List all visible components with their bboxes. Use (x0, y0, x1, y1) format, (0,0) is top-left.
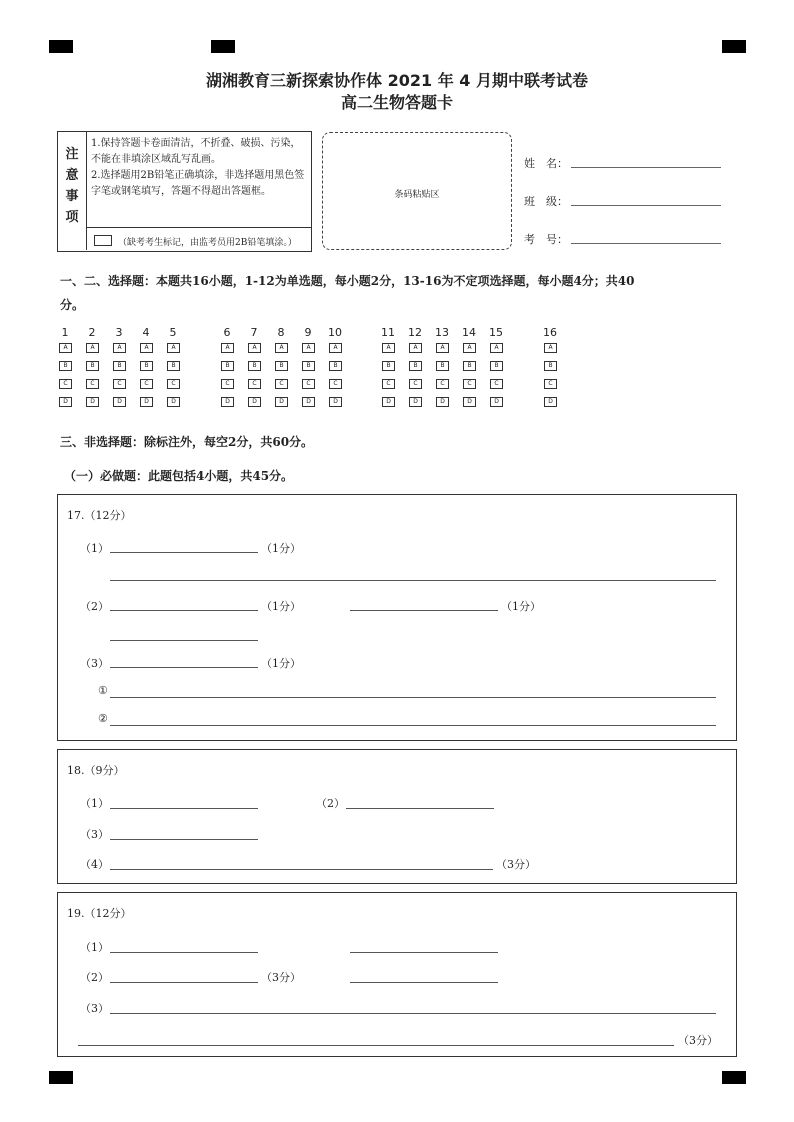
answer-bubble-q9-c[interactable]: C (302, 379, 315, 389)
q17-part2-blank[interactable] (110, 610, 258, 611)
answer-bubble-q10-a[interactable]: A (329, 343, 342, 353)
answer-bubble-q16-d[interactable]: D (544, 397, 557, 407)
q19-box (57, 892, 737, 1057)
missing-exam-label: （缺考考生标记，由监考员用2B铅笔填涂。） (118, 238, 297, 248)
name-label: 姓 名： (524, 157, 568, 170)
question-number: 16 (543, 326, 557, 339)
answer-bubble-q3-a[interactable]: A (113, 343, 126, 353)
name-line[interactable] (571, 167, 721, 168)
card-title: 高二生物答题卡 (340, 93, 453, 112)
q17-part1-blank[interactable] (110, 552, 258, 553)
q17-circle2: ② (98, 712, 108, 725)
question-number: 6 (223, 326, 231, 339)
q17-part1-points: （1分） (261, 542, 301, 555)
q17-title: 17.（12分） (67, 509, 132, 522)
question-number: 2 (88, 326, 96, 339)
q18-part2-blank[interactable] (346, 808, 494, 809)
answer-bubble-q7-b[interactable]: B (248, 361, 261, 371)
answer-bubble-q2-d[interactable]: D (86, 397, 99, 407)
class-label: 班 级： (524, 195, 568, 208)
question-number: 15 (489, 326, 503, 339)
q17-circle1-line[interactable] (110, 697, 716, 698)
answer-bubble-q12-a[interactable]: A (409, 343, 422, 353)
missing-exam-mark (94, 235, 297, 248)
q18-part4-points: （3分） (496, 858, 536, 871)
answer-bubble-q8-a[interactable]: A (275, 343, 288, 353)
question-number: 10 (328, 326, 342, 339)
registration-mark (49, 1071, 73, 1084)
question-number: 12 (408, 326, 422, 339)
answer-bubble-q3-c[interactable]: C (113, 379, 126, 389)
q17-circle1: ① (98, 684, 108, 697)
answer-bubble-q8-c[interactable]: C (275, 379, 288, 389)
q18-part3-label: （3） (80, 828, 109, 841)
answer-bubble-q11-c[interactable]: C (382, 379, 395, 389)
q18-part2-label: （2） (316, 797, 345, 810)
question-number: 3 (115, 326, 123, 339)
q18-part3-blank[interactable] (110, 839, 258, 840)
notice-char: 意 (65, 168, 79, 183)
q19-part3-label: （3） (80, 1002, 109, 1015)
notice-label (58, 132, 87, 250)
answer-bubble-q6-a[interactable]: A (221, 343, 234, 353)
answer-bubble-q12-c[interactable]: C (409, 379, 422, 389)
q17-part3-points: （1分） (261, 657, 301, 670)
required-heading: （一）必做题：此题包括4小题，共45分。 (64, 469, 294, 483)
q18-part1-label: （1） (80, 797, 109, 810)
answer-bubble-q8-b[interactable]: B (275, 361, 288, 371)
answer-bubble-q14-b[interactable]: B (463, 361, 476, 371)
answer-bubble-q2-a[interactable]: A (86, 343, 99, 353)
q19-part3-line[interactable] (78, 1045, 674, 1046)
answer-bubble-q10-d[interactable]: D (329, 397, 342, 407)
class-line[interactable] (571, 205, 721, 206)
answer-bubble-q7-d[interactable]: D (248, 397, 261, 407)
answer-bubble-q10-b[interactable]: B (329, 361, 342, 371)
q19-part1-blank[interactable] (110, 952, 258, 953)
question-number: 4 (142, 326, 150, 339)
answer-bubble-q14-c[interactable]: C (463, 379, 476, 389)
registration-mark (722, 1071, 746, 1084)
answer-bubble-q5-d[interactable]: D (167, 397, 180, 407)
answer-bubble-q2-b[interactable]: B (86, 361, 99, 371)
exam-id-line[interactable] (571, 243, 721, 244)
notice-char: 项 (65, 210, 79, 225)
q18-part4-label: （4） (80, 858, 109, 871)
answer-bubble-q1-c[interactable]: C (59, 379, 72, 389)
answer-bubble-q8-d[interactable]: D (275, 397, 288, 407)
answer-bubble-q7-c[interactable]: C (248, 379, 261, 389)
q19-part3-line[interactable] (110, 1013, 716, 1014)
answer-bubble-q13-c[interactable]: C (436, 379, 449, 389)
answer-bubble-q6-c[interactable]: C (221, 379, 234, 389)
q17-part1-label: （1） (80, 542, 109, 555)
answer-bubble-q7-a[interactable]: A (248, 343, 261, 353)
notice-rules (91, 136, 309, 200)
choice-section-line2: 分。 (60, 298, 85, 312)
answer-bubble-q1-d[interactable]: D (59, 397, 72, 407)
barcode-label: 条码粘贴区 (394, 190, 440, 200)
divider (87, 227, 311, 228)
answer-bubble-q5-c[interactable]: C (167, 379, 180, 389)
question-number: 11 (381, 326, 395, 339)
answer-bubble-q5-b[interactable]: B (167, 361, 180, 371)
answer-bubble-q11-a[interactable]: A (382, 343, 395, 353)
answer-bubble-q4-d[interactable]: D (140, 397, 153, 407)
answer-bubble-q12-b[interactable]: B (409, 361, 422, 371)
answer-bubble-q15-c[interactable]: C (490, 379, 503, 389)
q17-part2-label: （2） (80, 600, 109, 613)
q17-box (57, 494, 737, 741)
q19-part2-label: （2） (80, 971, 109, 984)
question-number: 14 (462, 326, 476, 339)
answer-bubble-q3-d[interactable]: D (113, 397, 126, 407)
answer-bubble-q5-a[interactable]: A (167, 343, 180, 353)
q17-part2-blank[interactable] (110, 640, 258, 641)
answer-bubble-q1-a[interactable]: A (59, 343, 72, 353)
answer-bubble-q16-a[interactable]: A (544, 343, 557, 353)
answer-bubble-q14-d[interactable]: D (463, 397, 476, 407)
answer-bubble-q6-b[interactable]: B (221, 361, 234, 371)
q17-circle2-line[interactable] (110, 725, 716, 726)
answer-bubble-q12-d[interactable]: D (409, 397, 422, 407)
q19-part2-points: （3分） (261, 971, 301, 984)
q17-part2-points: （1分） (501, 600, 541, 613)
notice-char: 事 (65, 189, 79, 204)
question-number: 5 (169, 326, 177, 339)
registration-mark (49, 40, 73, 53)
notice-char: 注 (65, 147, 79, 162)
answer-bubble-q9-b[interactable]: B (302, 361, 315, 371)
answer-bubble-q2-c[interactable]: C (86, 379, 99, 389)
choice-section-line1: 一、二、选择题：本题共16小题，1-12为单选题，每小题2分，13-16为不定项选择题，每小题4分；共40 (60, 274, 635, 288)
question-number: 13 (435, 326, 449, 339)
q19-part1-blank[interactable] (350, 952, 498, 953)
name-field[interactable] (524, 155, 568, 171)
q18-title: 18.（9分） (67, 764, 125, 777)
exam-id-field[interactable] (524, 231, 568, 247)
notice-rule: 1.保持答题卡卷面清洁，不折叠、破损、污染，不能在非填涂区域乱写乱画。 (91, 138, 301, 165)
answer-bubble-q9-d[interactable]: D (302, 397, 315, 407)
answer-bubble-q4-c[interactable]: C (140, 379, 153, 389)
answer-bubble-q6-d[interactable]: D (221, 397, 234, 407)
nonchoice-heading: 三、非选择题：除标注外，每空2分，共60分。 (60, 435, 314, 449)
q18-part4-blank[interactable] (110, 869, 493, 870)
q19-part3-points: （3分） (678, 1034, 718, 1047)
q17-part2-blank[interactable] (350, 610, 498, 611)
class-field[interactable] (524, 193, 568, 209)
q17-part3-label: （3） (80, 657, 109, 670)
q19-part2-blank[interactable] (110, 982, 258, 983)
answer-bubble-q9-a[interactable]: A (302, 343, 315, 353)
exam-title: 湖湘教育三新探索协作体 2021 年 4 月期中联考试卷 (206, 71, 588, 90)
answer-bubble-q16-c[interactable]: C (544, 379, 557, 389)
answer-bubble-q15-b[interactable]: B (490, 361, 503, 371)
answer-bubble-q16-b[interactable]: B (544, 361, 557, 371)
answer-bubble-q10-c[interactable]: C (329, 379, 342, 389)
question-number: 7 (250, 326, 258, 339)
q17-part1-answer-line[interactable] (110, 580, 716, 581)
answer-bubble-q11-b[interactable]: B (382, 361, 395, 371)
q17-part2-points: （1分） (261, 600, 301, 613)
answer-bubble-q3-b[interactable]: B (113, 361, 126, 371)
q18-part1-blank[interactable] (110, 808, 258, 809)
missing-exam-checkbox[interactable] (94, 235, 112, 246)
q18-box (57, 749, 737, 884)
answer-bubble-q4-a[interactable]: A (140, 343, 153, 353)
question-number: 9 (304, 326, 312, 339)
answer-bubble-q14-a[interactable]: A (463, 343, 476, 353)
answer-bubble-q13-d[interactable]: D (436, 397, 449, 407)
registration-mark (211, 40, 235, 53)
exam-id-label: 考 号： (524, 233, 568, 246)
answer-bubble-q15-a[interactable]: A (490, 343, 503, 353)
answer-bubble-q13-a[interactable]: A (436, 343, 449, 353)
answer-bubble-q1-b[interactable]: B (59, 361, 72, 371)
answer-bubble-q11-d[interactable]: D (382, 397, 395, 407)
answer-bubble-q4-b[interactable]: B (140, 361, 153, 371)
question-number: 8 (277, 326, 285, 339)
q17-part3-blank[interactable] (110, 667, 258, 668)
notice-box (57, 131, 312, 252)
answer-bubble-q15-d[interactable]: D (490, 397, 503, 407)
q19-title: 19.（12分） (67, 907, 132, 920)
question-number: 1 (61, 326, 69, 339)
q19-part1-label: （1） (80, 941, 109, 954)
registration-mark (722, 40, 746, 53)
q19-part2-blank[interactable] (350, 982, 498, 983)
answer-bubble-q13-b[interactable]: B (436, 361, 449, 371)
barcode-area (322, 132, 512, 250)
notice-rule: 2.选择题用2B铅笔正确填涂，非选择题用黑色签字笔或钢笔填写，答题不得超出答题框。 (91, 170, 305, 197)
